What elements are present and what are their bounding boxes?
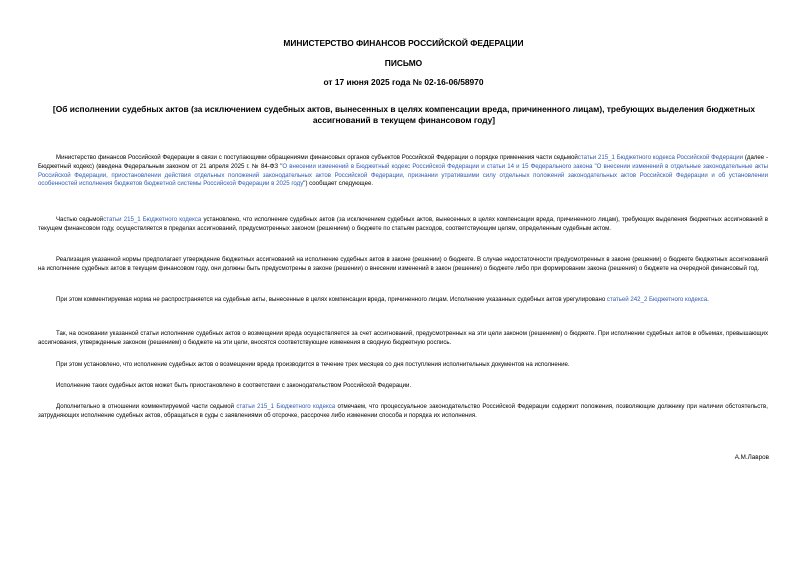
paragraph-2: [38, 216, 768, 234]
paragraph-text: Частью седьмой: [56, 216, 104, 223]
paragraph-8: [38, 403, 768, 421]
link-federal-law-84-fz[interactable]: О внесении изменений в Бюджетный кодекс Российской Федерации и статьи 14 и 15 Федерального закона "О внесении изменений в отдельные законодательные акты Российской Федерации, приостановлении действия отдельных положений законодательных актов Российской Федерации, признании утратившими силу отдельных положений законодательных актов Российской Федерации и об установлении особенностей исполнения бюджетов бюджетной системы Российской Федерации в 2025 году: [38, 162, 768, 188]
signature: А.М.Лавров: [734, 454, 769, 461]
paragraph-4: [38, 296, 768, 305]
paragraph-text: (далее - Бюджетный кодекс) (введена Федеральным законом от 21 апреля 2025 г. № 84-ФЗ ": [38, 154, 768, 170]
paragraph-text: При этом комментируемая норма не распространяется на судебные акты, вынесенные в целях компенсации вреда, причиненного лицам. Исполнение указанных судебных актов урегулировано: [56, 296, 607, 303]
link-article-215-1[interactable]: статьи 215_1 Бюджетного кодекса: [103, 216, 202, 223]
link-article-242-2[interactable]: статьей 242_2 Бюджетного кодекса: [606, 296, 708, 303]
ministry-title: МИНИСТЕРСТВО ФИНАНСОВ РОССИЙСКОЙ ФЕДЕРАЦИИ: [283, 38, 524, 48]
paragraph-text: Министерство финансов Российской Федерации в связи с поступающими обращениями финансовых органов субъектов Российской Федерации о порядке применения части седьмой: [56, 154, 578, 161]
paragraph-text: отмечаем, что процессуальное законодательство Российской Федерации содержит положения, позволяющие должнику при наличии обстоятельств, затрудняющих исполнение судебных актов, обращаться в суды с заявлениями об отсрочке, рассрочке либо изменении способа и порядка их исполнения.: [38, 403, 768, 419]
document-subject: [Об исполнении судебных актов (за исключением судебных актов, вынесенных в целях компенсации вреда, причиненного лицам), требующих выделения бюджетных ассигнований в текущем финансовом году]: [52, 104, 756, 125]
paragraph-7: Исполнение таких судебных актов может быть приостановлено в соответствии с законодательством Российской Федерации.: [56, 382, 412, 389]
link-article-215-1-second[interactable]: статьи 215_1 Бюджетного кодекса: [236, 403, 336, 410]
paragraph-3: Реализация указанной нормы предполагает утверждение бюджетных ассигнований на исполнение судебных актов в законе (решении) о бюджете. В случае недостаточности предусмотренных в законе (решении) о бюджете бюджетных ассигнований на исполнение судебных актов в текущем финансовом году, они должны быть предусмотрены в законе (решении) о внесении изменений в закон (решение) о бюджете либо при формировании закона (решения) о бюджете на очередной финансовый год.: [38, 256, 768, 272]
paragraph-1: [38, 154, 768, 189]
link-article-215-1-budget-code[interactable]: статьи 215_1 Бюджетного кодекса Российской Федерации: [577, 154, 744, 161]
paragraph-text: Дополнительно в отношении комментируемой части седьмой: [56, 403, 237, 410]
document-type: ПИСЬМО: [384, 58, 423, 68]
paragraph-text: .: [707, 296, 709, 303]
paragraph-text: ") сообщает следующее.: [303, 180, 374, 188]
paragraph-6: При этом установлено, что исполнение судебных актов о возмещении вреда производится в течение трех месяцев со дня поступления исполнительных документов на исполнение.: [56, 361, 570, 368]
paragraph-5: Так, на основании указанной статьи исполнение судебных актов о возмещении вреда осуществляется за счет ассигнований, предусмотренных на эти цели законом (решением) о бюджете. При исполнении судебных актов в объемах, превышающих ассигнования, утвержденные законом (решением) о бюджете на эти цели, вносятся соответствующие изменения в сводную бюджетную роспись.: [38, 330, 768, 346]
document-date-number: от 17 июня 2025 года № 02-16-06/58970: [323, 77, 484, 87]
paragraph-text: установлено, что исполнение судебных актов (за исключением судебных актов, вынесенных в целях компенсации вреда, причиненного лицам), требующих выделения бюджетных ассигнований в текущем финансовом году, осуществляется в пределах ассигнований, предусмотренных законом (решением) о бюджете по статьям расходов, соответствующим целям, определенным судебным актом.: [38, 216, 768, 232]
